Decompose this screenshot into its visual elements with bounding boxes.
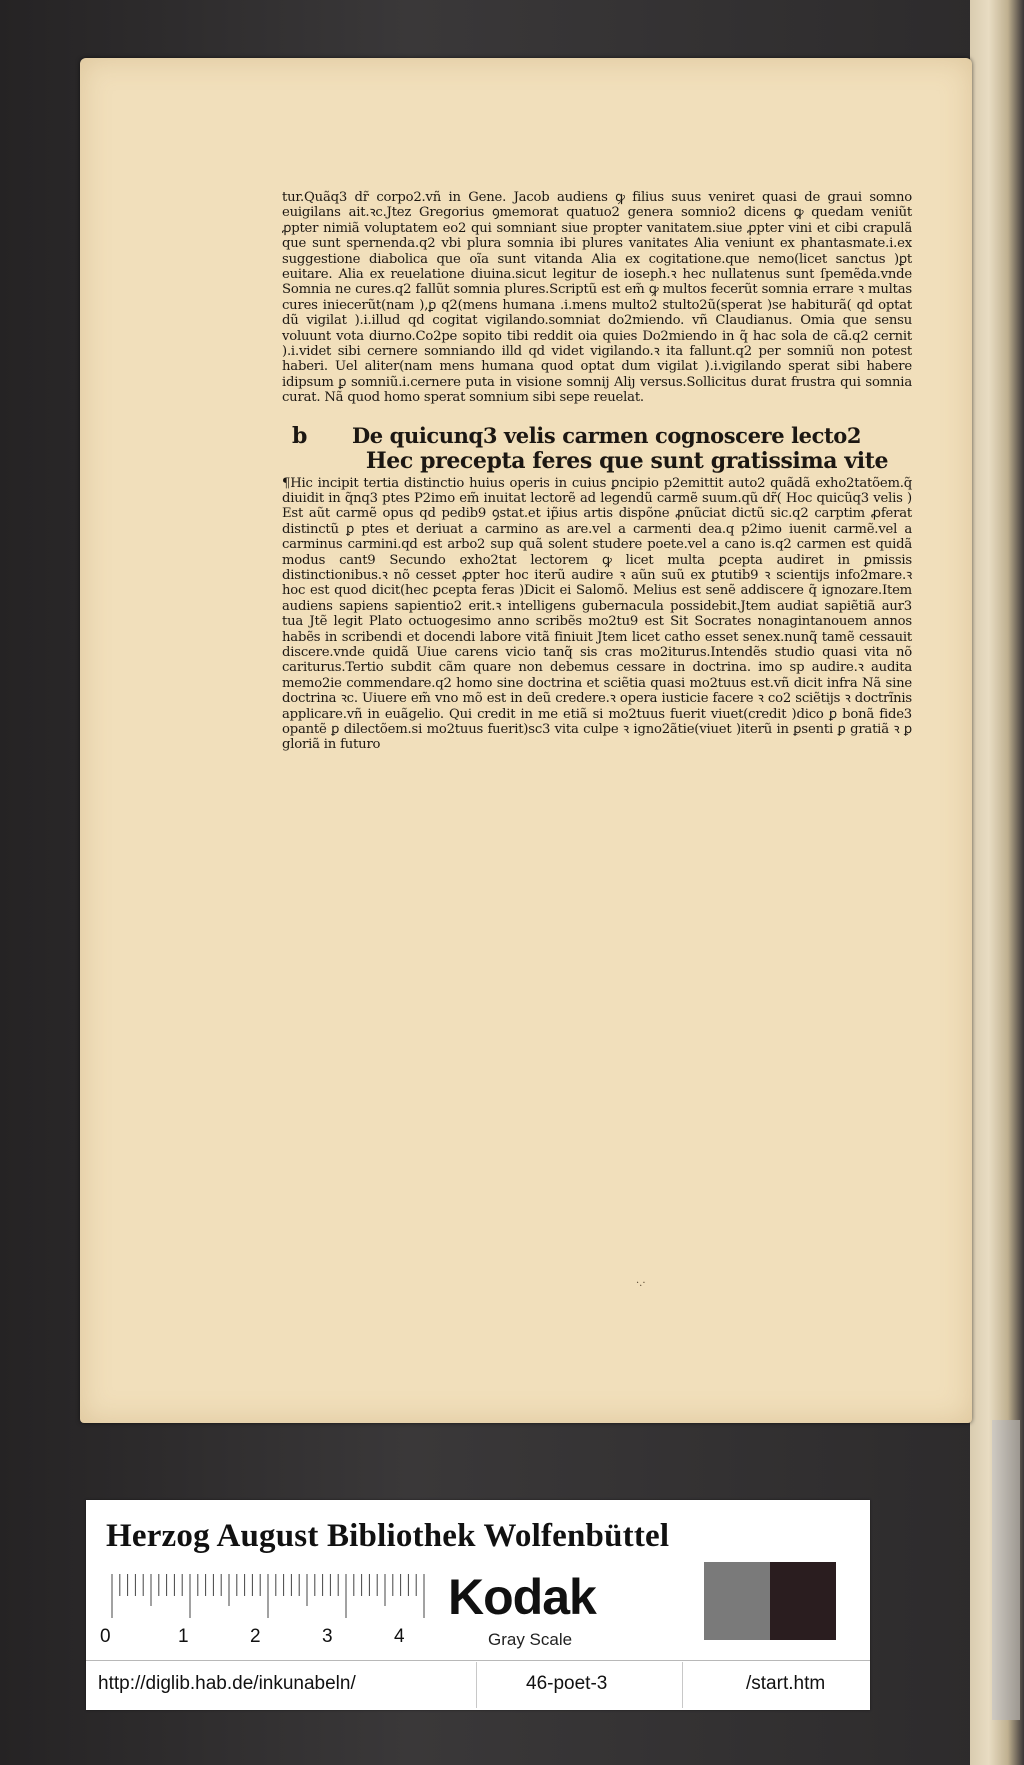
gray-scale-label: Gray Scale <box>488 1630 573 1649</box>
gray-patch-white <box>638 1562 704 1640</box>
url-left: http://diglib.hab.de/inkunabeln/ <box>98 1673 356 1694</box>
commentary-paragraph-1: tur.Quãq3 dr̃ corpo2.vñ in Gene. Jacob audiens ꝙ filius suus veniret quasi de graui somno euigilans ait.ꝛc.Jtez Gregorius ꝯmemorat quatuo2 genera somnio2 dicens ꝙ quedam veniũt ꝓpter nimiã voluptatem eo2 qui somniant siue propter vanitatem.siue ꝓpter vini et cibi crapulã que sunt spernenda.q2 vbi plura somnia ibi plures vanitates Alia veniunt ex phantasmate.i.ex suggestione diabolica que oĩa sunt vitanda Alia ex cogitatione.que nemo(licet sanctus )ꝑt euitare. Alia ex reuelatione diuina.sicut legitur de ioseph.ꝛ hec nullatenus sunt ſpemẽda.vnde Somnia ne cures.q2 fallũt somnia plures.Scriptũ est em̃ ꝙ multos fecerũt somnia errare ꝛ multas cures iniecerũt(nam ),ꝑ q2(mens humana .i.mens multo2 stulto2ũ(sperat )se habiturã( qd optat dũ vigilat ).i.illud qd cogitat vigilando.somniat do2miendo. vñ Claudianus. Omia que sensu voluunt vota diurno.Co2pe sopito tibi reddit oia quies Do2miendo in q̃ hac sola de cã.q2 cernit ).i.videt sibi cernere somniando illd qd videt vigilando.ꝛ ita fallunt.q2 per somniũ non potest haberi. Uel aliter(nam mens humana quod optat dum vigilat ).i.vigilando sperat sibi habere idipsum ꝑ somniũ.i.cernere puta in visione somnij Aliȷ versus.Sollicitus durat frustra qui somnia curat. Nã quod homo sperat somnium sibi sepe reuelat. <box>282 190 912 406</box>
kodak-color-bar <box>86 1500 870 1710</box>
ruler-scale <box>108 1570 428 1620</box>
section-letter: b <box>292 422 308 449</box>
section-verse: De quicunq3 velis carmen cognoscere lecto2 <box>352 422 862 448</box>
ruler-label: 4 <box>394 1626 405 1647</box>
gray-patch-dark <box>770 1562 836 1640</box>
spine-label-strip <box>992 1420 1020 1720</box>
commentary-paragraph-2: ¶Hic incipit tertia distinctio huius operis in cuius ꝑncipio p2emittit auto2 quãdã exho2tatõem.q̃ diuidit in q̃nq3 ptes P2imo em̃ inuitat lectorẽ ad legendũ carmẽ suum.qũ dr̃( Hoc quicũq3 velis ) Est aũt carmẽ opus qd pedib9 ꝯstat.et ip̃ius artis dispõne ꝓnũciat dictũ sic.q2 carptim ꝓferat distinctũ ꝑ ptes et deriuat a carmino as are.vel a carmenti dea.q p2imo iuenit carmẽ.vel a carminus carmini.qd est arbo2 sup quã solent studere poete.vel a cano is.q2 carmen est quidã modus cant9 Secundo exho2tat lectorem ꝙ licet multa ꝑcepta audiret in ꝑmissis distinctionibus.ꝛ nõ cesset ꝓpter hoc iterũ audire ꝛ aũn suũ ex ꝑtutib9 ꝛ scientijs info2mare.ꝛ hoc est quod dicit(hec ꝑcepta feras )Dicit ei Salomõ. Melius est senẽ addiscere q̃ ignozare.Item audiens sapiens sapientio2 erit.ꝛ intelligens gubernacula possidebit.Jtem audiat sapiẽtiã aur3 tua Jtẽ legit Plato octuogesimo anno scribẽs mo2tu9 est Sit Socrates nonagintanouem annos habẽs in scribendi et docendi labore vitã finiuit Jtem licet catho esset senex.nunq̃ tamẽ cessauit discere.vnde quidã Uiue carens vicio tanq̃ sis cras mo2iturus.Intendẽs studio quasi vita nõ cariturus.Tertio subdit cãm quare non debemus cessare in doctrina. imo sp audire.ꝛ audita memo2ie commendare.q2 homo sine doctrina et sciẽtia quasi mo2tuus est.vñ dicit infra Nã sine doctrina ꝛc. Uiuere em̃ vno mõ est in deũ credere.ꝛ opera iusticie facere ꝛ co2 sciẽtijs ꝛ doctrĩnis applicare.vñ in euãgelio. Qui credit in me etiã si mo2tuus fuerit viuet(credit )dico ꝑ bonã fide3 opantẽ ꝑ dilectõem.si mo2tuus fuerit)sc3 vita culpe ꝛ igno2ãtie(viuet )iterũ in ꝑsenti ꝑ gratiã ꝛ ꝑ gloriã in futuro <box>282 475 912 753</box>
library-title: Herzog August Bibliothek Wolfenbüttel <box>106 1518 670 1554</box>
ruler-label: 2 <box>250 1626 261 1647</box>
ruler-label: 0 <box>100 1626 111 1647</box>
url-right: /start.htm <box>746 1673 826 1694</box>
url-middle: 46-poet-3 <box>526 1673 608 1694</box>
url-divider <box>682 1662 683 1708</box>
kodak-logo: Kodak <box>448 1569 596 1625</box>
ink-speck: ·.· <box>636 1278 646 1289</box>
page-text-block <box>282 190 912 753</box>
url-divider <box>476 1662 477 1708</box>
colorbar-separator <box>86 1660 870 1661</box>
ruler-label: 3 <box>322 1626 333 1647</box>
ruler-label: 1 <box>178 1626 189 1647</box>
section-heading <box>282 422 912 449</box>
gray-patch-mid <box>704 1562 770 1640</box>
verse-headline: Hec precepta feres que sunt gratissima vite <box>365 448 889 475</box>
